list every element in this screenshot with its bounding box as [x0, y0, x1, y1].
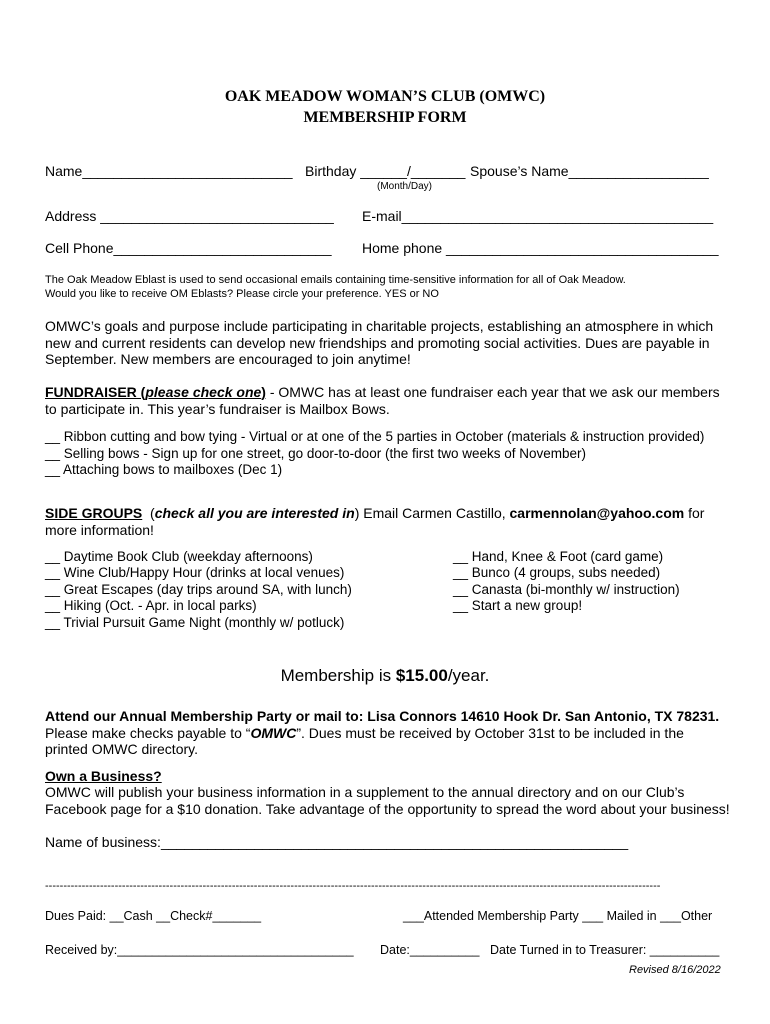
received-by-field[interactable]: Received by:__________________________________	[45, 943, 354, 957]
side-groups-section: SIDE GROUPS (check all you are interested in) Email Carmen Castillo, carmennolan@yahoo.com for more information!	[45, 505, 705, 538]
fundraiser-section	[45, 384, 730, 417]
separator-line: ------------------------------------------------------------------------------------------------------------------------------------------------------------------------	[45, 880, 661, 892]
eblast-question: Would you like to receive OM Eblasts? Please circle your preference. YES or NO	[45, 288, 439, 300]
side-group-option[interactable]: __ Hiking (Oct. - Apr. in local parks)	[45, 598, 257, 613]
month-day-hint: (Month/Day)	[377, 181, 433, 192]
spouse-name-field[interactable]: Spouse’s Name__________________	[470, 163, 709, 179]
goals-paragraph: OMWC’s goals and purpose include participating in charitable projects, establishing an atmosphere in which new and current residents can develop new friendships and promoting social activities. Dues are payable in September. New members are encouraged to join anytime!	[45, 318, 714, 367]
side-group-option[interactable]: __ Wine Club/Happy Hour (drinks at local venues)	[45, 565, 345, 580]
fundraiser-option[interactable]: __ Ribbon cutting and bow tying - Virtual or at one of the 5 parties in October (materials & instruction provided)	[45, 429, 705, 444]
side-group-option[interactable]: __ Canasta (bi-monthly w/ instruction)	[453, 582, 680, 597]
date-field[interactable]: Date:__________	[380, 943, 480, 957]
address-field[interactable]: Address ______________________________	[45, 208, 334, 224]
membership-fee	[0, 666, 770, 686]
mail-address: Attend our Annual Membership Party or mail to: Lisa Connors 14610 Hook Dr. San Antonio, TX 78231.	[45, 708, 720, 724]
fundraiser-option[interactable]: __ Selling bows - Sign up for one street, go door-to-door (the first two weeks of November)	[45, 446, 587, 461]
side-groups-heading: SIDE GROUPS	[45, 505, 143, 521]
treasurer-date-field[interactable]: Date Turned in to Treasurer: __________	[490, 943, 720, 957]
form-title-line2: MEMBERSHIP FORM	[303, 109, 467, 126]
business-heading: Own a Business?	[45, 768, 162, 784]
side-groups-contact: Email Carmen Castillo	[359, 505, 502, 521]
eblast-info: The Oak Meadow Eblast is used to send occasional emails containing time-sensitive information for all of Oak Meadow.	[45, 274, 626, 286]
membership-prefix: Membership is	[280, 666, 396, 685]
fundraiser-option[interactable]: __ Attaching bows to mailboxes (Dec 1)	[45, 462, 283, 477]
birthday-field[interactable]: Birthday ______/_______	[305, 163, 466, 179]
side-group-option[interactable]: __ Hand, Knee & Foot (card game)	[453, 549, 664, 564]
email-field[interactable]: E-mail________________________________________	[362, 208, 714, 224]
form-title-line1: OAK MEADOW WOMAN’S CLUB (OMWC)	[224, 88, 546, 105]
side-group-option[interactable]: __ Bunco (4 groups, subs needed)	[453, 565, 661, 580]
checks-suffix: ”. Dues must be received by October 31st to be included in the printed OMWC directory.	[45, 724, 684, 757]
business-name-field[interactable]: Name of business:____________________________________________________________	[45, 834, 629, 850]
checks-prefix: Please make checks payable to “	[45, 724, 251, 741]
mail-instructions	[45, 708, 730, 758]
attended-options[interactable]: ___Attended Membership Party ___ Mailed in ___Other	[403, 909, 713, 923]
side-groups-instruction: check all you are interested in	[154, 505, 355, 521]
membership-suffix: /year.	[447, 666, 490, 685]
side-group-option[interactable]: __ Daytime Book Club (weekday afternoons)	[45, 549, 313, 564]
side-group-option[interactable]: __ Trivial Pursuit Game Night (monthly w/ potluck)	[45, 615, 345, 630]
checks-payee: OMWC	[250, 724, 297, 741]
side-group-option[interactable]: __ Great Escapes (day trips around SA, with lunch)	[45, 582, 352, 597]
business-text: OMWC will publish your business information in a supplement to the annual directory and on our Club’s Facebook page for a $10 donation. Take advantage of the opportunity to spread the word about your business!	[45, 784, 730, 817]
fundraiser-text: - OMWC has at least one fundraiser each year that we ask our members to participate in. This year’s fundraiser is Mailbox Bows.	[45, 384, 720, 417]
fundraiser-instruction: please check one	[145, 384, 262, 400]
fundraiser-heading-close: )	[261, 384, 266, 400]
contact-email[interactable]: carmennolan@yahoo.com	[509, 505, 685, 521]
home-phone-field[interactable]: Home phone ___________________________________	[362, 240, 719, 256]
side-group-option[interactable]: __ Start a new group!	[453, 598, 583, 613]
cell-phone-field[interactable]: Cell Phone____________________________	[45, 240, 332, 256]
name-field[interactable]: Name___________________________	[45, 163, 293, 179]
revision-date: Revised 8/16/2022	[629, 964, 721, 976]
membership-amount: $15.00	[395, 666, 448, 685]
dues-paid-field[interactable]: Dues Paid: __Cash __Check#_______	[45, 909, 262, 923]
fundraiser-heading: FUNDRAISER (	[45, 384, 146, 400]
side-groups-tail: for more information!	[45, 505, 705, 538]
